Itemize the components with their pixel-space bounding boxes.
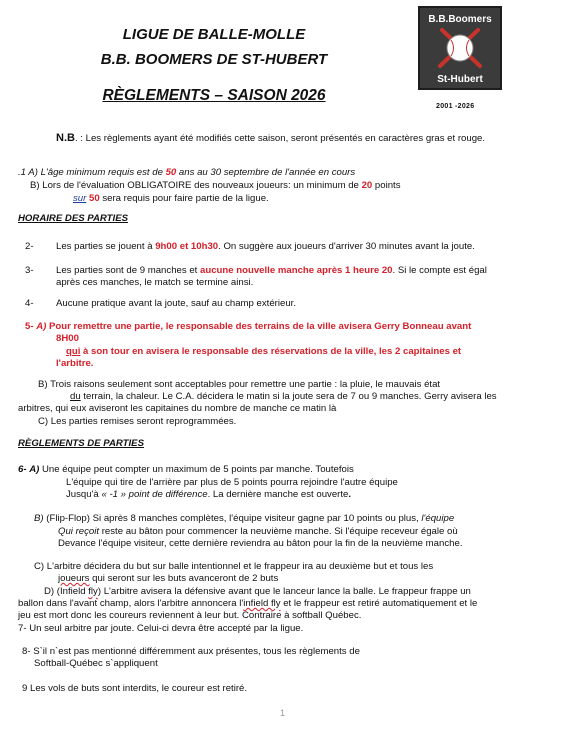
rule-6d-infield-fly: infield fly	[243, 598, 281, 609]
rule-1a-age: 50	[165, 167, 177, 178]
rule-6d-fly: fly	[88, 586, 98, 597]
rule-6b-line1	[34, 513, 454, 525]
rule-6b-line2-text: reste au bâton pour commencer la neuvième manche. Si l'équipe receveur égale où	[99, 526, 458, 537]
rule-5b-line1: B) Trois raisons seulement sont acceptables pour remettre une partie : la pluie, le mauvais état	[38, 379, 441, 390]
rule-1b-suffix: sera requis pour faire partie de la ligue.	[99, 193, 269, 204]
rule-6a-line1: Une équipe peut compter un maximum de 5 points par manche. Toutefois	[39, 464, 354, 475]
rule-2	[56, 241, 475, 253]
rule-6d-line1	[44, 586, 471, 598]
rule-3-line2: après ces manches, le match se termine ainsi.	[56, 277, 254, 288]
rule-6a-line3-italic: « -1 » point de différence	[101, 489, 208, 500]
rule-6a-label: A)	[29, 464, 40, 475]
rule-6a-line3	[66, 489, 351, 501]
document-title: RÈGLEMENTS – SAISON 2026	[102, 87, 326, 104]
rule-1a	[18, 167, 355, 179]
section-horaire-heading: HORAIRE DES PARTIES	[18, 213, 128, 224]
rule-6b-line1-italic: l'équipe	[421, 513, 455, 524]
rule-1a-suffix: ans au 30 septembre de l'année en cours	[176, 167, 356, 178]
rule-4: Aucune pratique avant la joute, sauf au champ extérieur.	[56, 298, 296, 309]
rule-5c: C) Les parties remises seront reprogrammées.	[38, 416, 237, 427]
rule-5a	[25, 321, 471, 333]
rule-5a-line3-text: à son tour en avisera le responsable des réservations de la ville, les 2 capitaines et	[80, 346, 462, 357]
rule-2-number: 2-	[25, 241, 34, 252]
rule-5a-line4: l'arbitre.	[56, 358, 94, 369]
rule-5b-du: du	[70, 391, 81, 402]
rule-6c-line1: C) L'arbitre décidera du but sur balle intentionnel et le frappeur ira au deuxième but et tous les	[34, 561, 434, 572]
rule-2-times: 9h00 et 10h30	[155, 241, 219, 252]
rule-4-number: 4-	[25, 298, 34, 309]
rule-3-suffix: . Si le compte est égal	[392, 265, 487, 276]
rule-6a-line3-prefix: Jusqu'à	[66, 489, 102, 500]
rule-6d-line2	[18, 598, 477, 610]
rule-6a-line3-suffix: . La dernière manche est ouverte	[207, 489, 349, 500]
title-line-1: LIGUE DE BALLE-MOLLE	[122, 26, 306, 43]
rule-3-text: Les parties sont de 9 manches et	[56, 265, 200, 276]
rule-6d-line2-suffix: et le frappeur est retiré automatiquement et le	[280, 598, 478, 609]
rule-1b-total-points: 50	[89, 193, 100, 204]
logo-text-bottom: St-Hubert	[437, 74, 483, 85]
rule-8-line2: Softball-Québec s`appliquent	[34, 658, 158, 669]
rule-6c-joueurs: joueurs	[58, 573, 90, 584]
rule-1b-min-points: 20	[361, 180, 373, 191]
rule-8-line1: 8- S`il n`est pas mentionné différemment aux présentes, tous les règlements de	[22, 646, 360, 657]
rule-6a	[18, 464, 354, 476]
rule-6d-line3: jeu est mort donc les coureurs reviennent à leur but. Contraire à softball Québec.	[18, 610, 362, 621]
rule-6d-prefix: D) (Infield	[44, 586, 89, 597]
title-line-2: B.B. BOOMERS DE ST-HUBERT	[100, 51, 328, 68]
rule-3-number: 3-	[25, 265, 34, 276]
rule-5-number: 5-	[25, 321, 34, 332]
rule-6b-line1-text: (Flip-Flop) Si après 8 manches complètes, l'équipe visiteur gagne par 10 points ou plus,	[43, 513, 422, 524]
logo-text-top: B.B.Boomers	[428, 14, 492, 25]
rule-6c-line2	[58, 573, 278, 585]
rule-6b-line2	[58, 526, 458, 538]
years-label: 2001 -2026	[436, 103, 475, 110]
rule-2-suffix: . On suggère aux joueurs d'arriver 30 minutes avant la joute.	[218, 241, 475, 252]
rule-6a-line3-end: .	[348, 489, 352, 500]
rule-5a-qui: qui	[66, 346, 81, 357]
rule-1b-text: B) Lors de l'évaluation OBLIGATOIRE des nouveaux joueurs: un minimum de	[30, 180, 362, 191]
note-text: . : Les règlements ayant été modifiés cette saison, seront présentés en caractères gras et rouge.	[74, 133, 486, 144]
rule-3	[56, 265, 487, 277]
rule-1b-after: points	[372, 180, 401, 191]
rule-1b-line2	[73, 193, 269, 205]
rule-9: 9 Les vols de buts sont interdits, le coureur est retiré.	[22, 683, 248, 694]
rule-7: 7- Un seul arbitre par joute. Celui-ci devra être accepté par la ligue.	[18, 623, 304, 634]
rule-5b-line2-text: terrain, la chaleur. Le C.A. décidera le matin si la joute sera de 7 ou 9 manches. Gerry avisera les	[80, 391, 497, 402]
rule-6b-label: B)	[34, 513, 44, 524]
page-number: 1	[279, 708, 285, 718]
rule-5a-label: A)	[36, 321, 47, 332]
rule-5b-line3: arbitres, qui eux aviseront les capitaines du nombre de manche ce matin là	[18, 403, 337, 414]
rule-2-text: Les parties se jouent à	[56, 241, 156, 252]
rule-5a-text: Pour remettre une partie, le responsable des terrains de la ville avisera Gerry Bonneau avant	[49, 321, 472, 332]
section-reglements-heading: RÈGLEMENTS DE PARTIES	[18, 438, 144, 449]
note	[56, 132, 485, 146]
league-logo	[418, 6, 502, 90]
note-prefix: N.B	[56, 132, 75, 144]
rule-1a-text: .1 A) L'âge minimum requis est de	[18, 167, 166, 178]
rule-6b-line2-italic: Qui reçoit	[58, 526, 100, 537]
rule-5a-line3	[66, 346, 461, 358]
rule-6d-line2-prefix: ballon dans l'avant champ, alors l'arbitre annoncera l'	[18, 598, 244, 609]
rule-1b	[30, 180, 401, 192]
rule-6-number: 6-	[18, 464, 27, 475]
rule-6a-line2: L'équipe qui tire de l'arrière par plus de 5 points pourra rejoindre l'autre équipe	[66, 477, 398, 488]
rule-6d-line1-text: ) L'arbitre avisera la défensive avant que le lanceur lance la balle. Le frappeur frappe un	[97, 586, 471, 597]
rule-5b-line2	[70, 391, 497, 403]
rule-5a-time: 8H00	[56, 333, 79, 344]
rule-6b-line3: Devance l'équipe visiteur, cette dernière reviendra au bâton pour la fin de la neuvième manche.	[58, 538, 463, 549]
rule-3-highlight: aucune nouvelle manche après 1 heure 20	[200, 265, 393, 276]
rule-6c-line2-text: qui seront sur les buts avanceront de 2 buts	[89, 573, 279, 584]
rule-1b-sur: sur	[73, 193, 87, 204]
